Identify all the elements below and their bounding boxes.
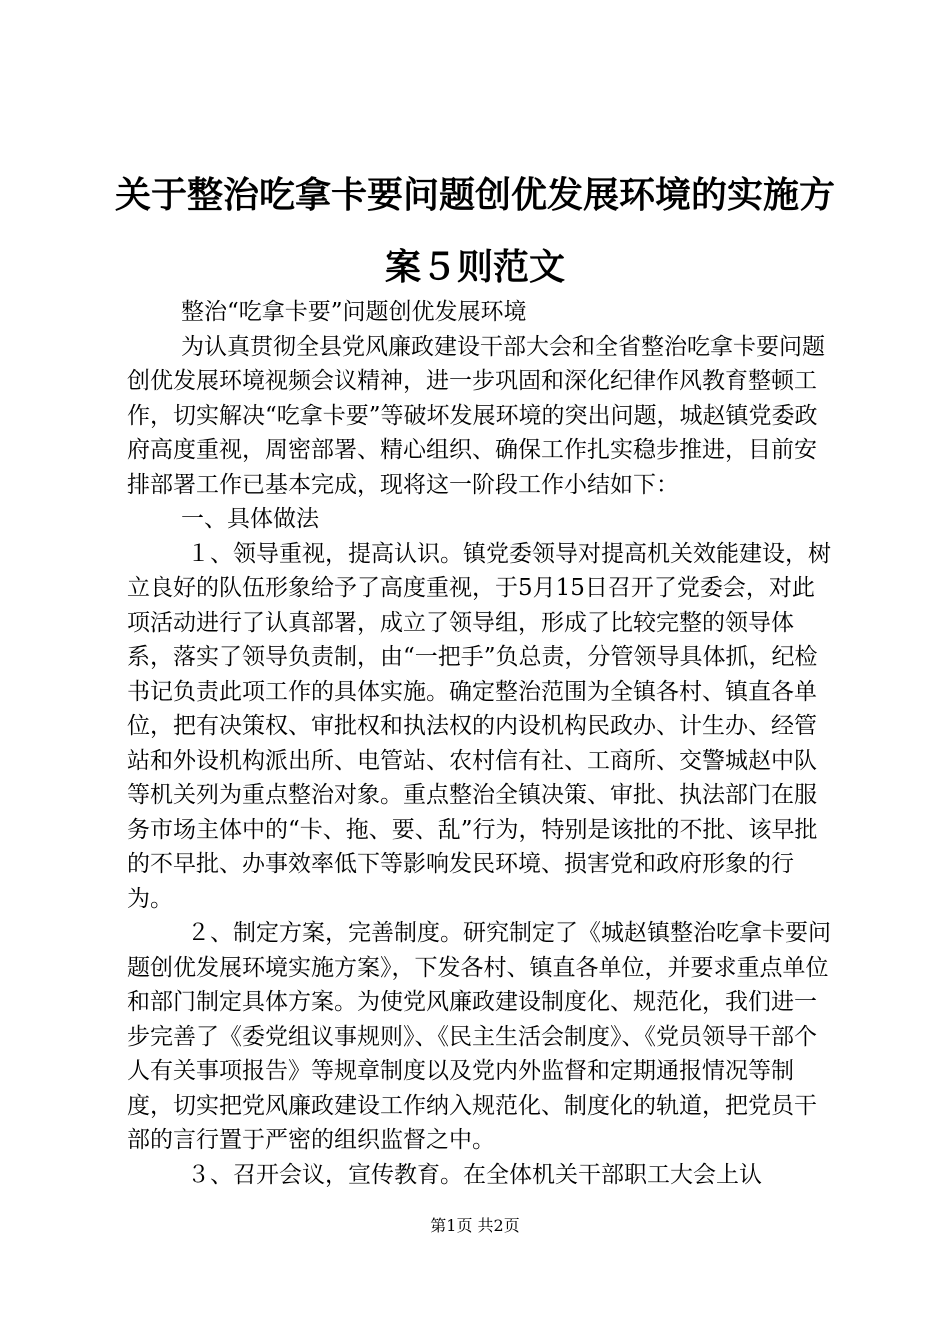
page-footer: 第1页 共2页 (430, 1216, 520, 1235)
paragraph-item-3: ３、召开会议，宣传教育。在全体机关干部职工大会上认 (187, 1161, 762, 1188)
document-body (127, 295, 832, 1192)
document-title (110, 160, 840, 304)
paragraph-intro: 为认真贯彻全县党风廉政建设干部大会和全省整治吃拿卡要问题创优发展环境视频会议精神，进一步巩固和深化纪律作风教育整顿工作，切实解决“吃拿卡要”等破坏发展环境的突出问题，城赵镇党委政府高度重视，周密部署、精心组织、确保工作扎实稳步推进，目前安排部署工作已基本完成，现将这一阶段工作小结如下： (127, 333, 825, 498)
paragraph-subtitle: 整治“吃拿卡要”问题创优发展环境 (181, 299, 527, 325)
title-line-2: 案５则范文 (384, 247, 565, 288)
paragraph-item-1: １、领导重视，提高认识。镇党委领导对提高机关效能建设，树立良好的队伍形象给予了高度重视，于5月15日召开了党委会，对此项活动进行了认真部署，成立了领导组，形成了比较完整的领导体系，落实了领导负责制，由“一把手”负总责，分管领导具体抓，纪检书记负责此项工作的具体实施。确定整治范围为全镇各村、镇直各单位，把有决策权、审批权和执法权的内设机构民政办、计生办、经管站和外设机构派出所、电管站、农村信有社、工商所、交警城赵中队等机关列为重点整治对象。重点整治全镇决策、审批、执法部门在服务市场主体中的“卡、拖、要、乱”行为，特别是该批的不批、该早批的不早批、办事效率低下等影响发民环境、损害党和政府形象的行为。 (127, 540, 831, 912)
title-line-1: 关于整治吃拿卡要问题创优发展环境的实施方 (114, 175, 835, 216)
paragraph-item-2: ２、制定方案，完善制度。研究制定了《城赵镇整治吃拿卡要问题创优发展环境实施方案》，下发各村、镇直各单位，并要求重点单位和部门制定具体方案。为使党风廉政建设制度化、规范化，我们进一步完善了《委党组议事规则》、《民主生活会制度》、《党员领导干部个人有关事项报告》等规章制度以及党内外监督和定期通报情况等制度，切实把党风廉政建设工作纳入规范化、制度化的轨道，把党员干部的言行置于严密的组织监督之中。 (127, 920, 831, 1153)
section-heading: 一、具体做法 (181, 506, 319, 532)
